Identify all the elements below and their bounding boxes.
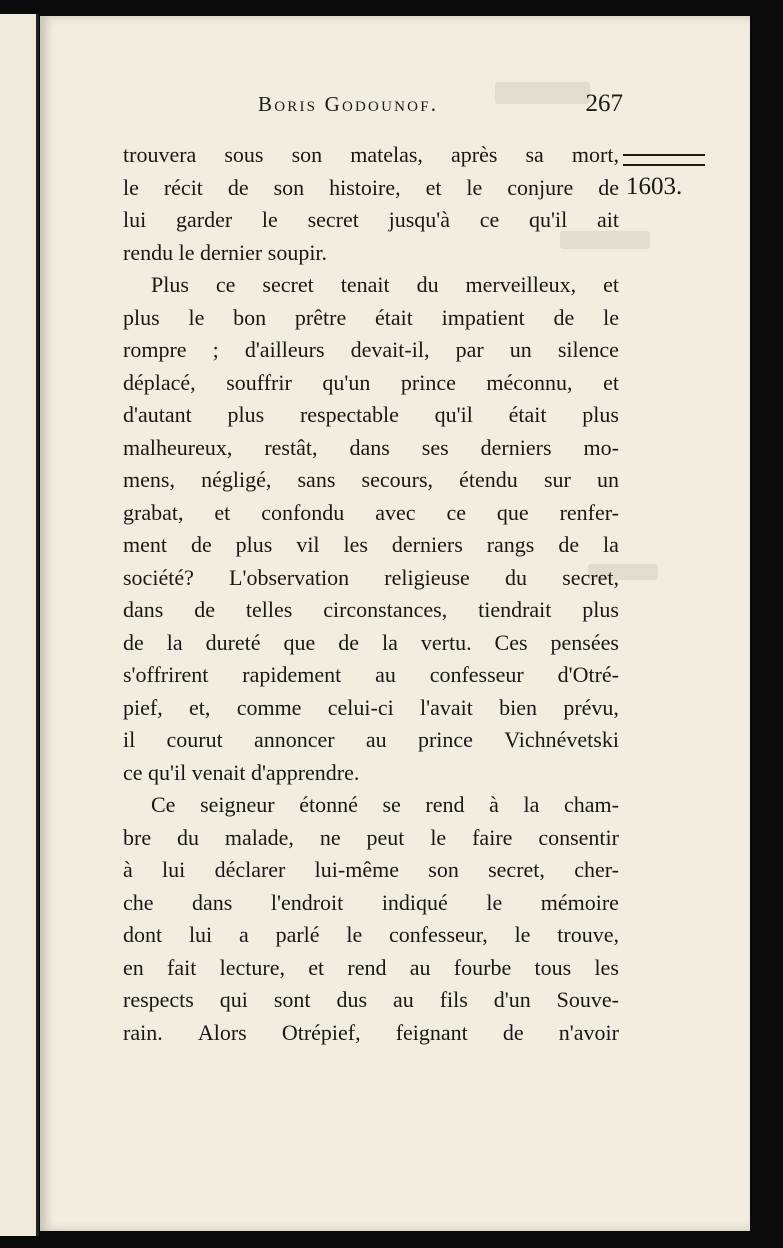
text-line: trouvera sous son matelas, après sa mort, (123, 142, 619, 167)
text-line: en fait lecture, et rend au fourbe tous les (123, 954, 619, 980)
text-line: de la dureté que de la vertu. Ces pensées (123, 629, 619, 655)
text-line: dans de telles circonstances, tiendrait plus (123, 597, 619, 622)
text-line: d'autant plus respectable qu'il était plus (123, 402, 619, 427)
text-line: mens, négligé, sans secours, étendu sur un (123, 467, 619, 492)
body-text (123, 139, 619, 1049)
text-line: rain. Alors Otrépief, feignant de n'avoir (123, 1019, 619, 1045)
margin-double-rule (623, 154, 705, 166)
text-line: che dans l'endroit indiqué le mémoire (123, 889, 619, 915)
text-line: rendu le dernier soupir. (123, 239, 328, 265)
text-line: lui garder le secret jusqu'à ce qu'il ait (123, 207, 619, 232)
text-line: bre du malade, ne peut le faire consentir (123, 824, 619, 850)
text-line: grabat, et confondu avec ce que renfer- (123, 499, 619, 525)
text-line: il courut annoncer au prince Vichnévetski (123, 727, 619, 752)
text-line: déplacé, souffrir qu'un prince méconnu, et (123, 369, 619, 395)
running-title: Boris Godounof. (258, 92, 439, 116)
text-line: respects qui sont dus au fils d'un Souve- (123, 987, 619, 1012)
text-line: Plus ce secret tenait du merveilleux, et (151, 272, 619, 297)
text-line: malheureux, restât, dans ses derniers mo- (123, 434, 619, 460)
text-line: ment de plus vil les derniers rangs de la (123, 532, 619, 557)
text-line: Ce seigneur étonné se rend à la cham- (151, 792, 619, 817)
text-line: plus le bon prêtre était impatient de le (123, 304, 619, 330)
text-line: rompre ; d'ailleurs devait-il, par un silence (123, 337, 619, 362)
text-line: société? L'observation religieuse du secret, (123, 564, 619, 590)
text-line: à lui déclarer lui-même son secret, cher- (123, 857, 619, 882)
page-number: 267 (585, 90, 623, 117)
text-line: pief, et, comme celui-ci l'avait bien prévu, (123, 694, 619, 720)
text-line: le récit de son histoire, et le conjure de (123, 174, 619, 200)
running-head (258, 88, 648, 124)
text-line: s'offrirent rapidement au confesseur d'Otré- (123, 662, 619, 687)
margin-year-note: 1603. (626, 173, 683, 200)
text-line: ce qu'il venait d'apprendre. (123, 759, 360, 785)
text-line: dont lui a parlé le confesseur, le trouve, (123, 922, 619, 947)
facing-page-edge (0, 14, 39, 1236)
